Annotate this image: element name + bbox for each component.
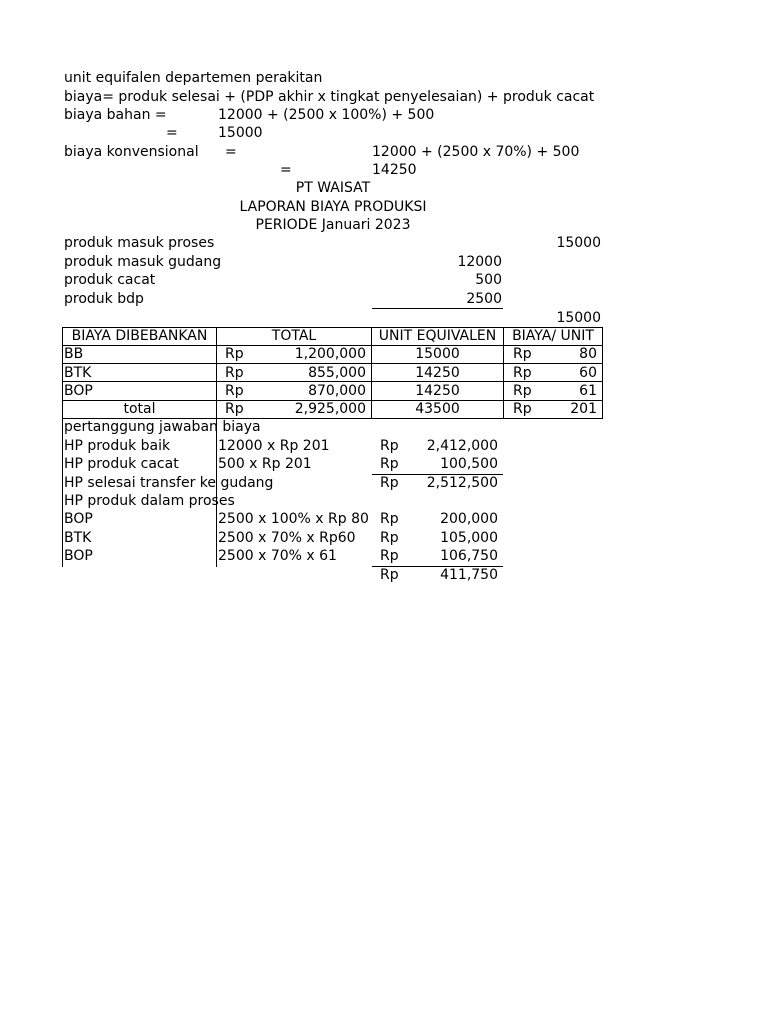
cacat-value: 500	[475, 272, 502, 288]
table-row-currency: Rp	[513, 401, 532, 417]
hp-cacat-calc: 500 x Rp 201	[218, 456, 312, 472]
hp-baik-currency: Rp	[380, 438, 399, 454]
table-row-total: 855,000	[308, 365, 366, 381]
konv-result: 14250	[372, 162, 417, 178]
bdp-value: 2500	[466, 291, 502, 307]
table-row-total: 2,925,000	[294, 401, 366, 417]
list-item-calc: 2500 x 100% x Rp 80	[218, 511, 369, 527]
konv-eq-sign-2: =	[280, 162, 292, 178]
bdp-label: produk bdp	[64, 291, 144, 307]
table-row-per-unit: 201	[570, 401, 597, 417]
konv-eq-sign: =	[225, 144, 237, 160]
dalam-proses-total-value: 411,750	[440, 567, 498, 583]
table-row-currency: Rp	[225, 365, 244, 381]
dalam-proses-label: HP produk dalam proses	[64, 493, 235, 509]
hp-cacat-label: HP produk cacat	[64, 456, 179, 472]
list-item-currency: Rp	[380, 530, 399, 546]
transfer-currency: Rp	[380, 475, 399, 491]
list-item-calc: 2500 x 70% x 61	[218, 548, 337, 564]
table-border	[602, 327, 603, 419]
report-period: PERIODE Januari 2023	[255, 217, 411, 233]
dalam-proses-total-currency: Rp	[380, 567, 399, 583]
col-header-biaya: BIAYA DIBEBANKAN	[71, 328, 208, 344]
col-header-total: TOTAL	[271, 328, 317, 344]
table-row-name: BTK	[64, 365, 92, 381]
konv-formula: 12000 + (2500 x 70%) + 500	[372, 144, 580, 160]
list-item-label: BTK	[64, 530, 92, 546]
hp-baik-label: HP produk baik	[64, 438, 171, 454]
list-item-label: BOP	[64, 511, 93, 527]
table-row-unit: 15000	[415, 346, 460, 362]
table-row-unit: 14250	[415, 383, 460, 399]
table-row-currency: Rp	[513, 346, 532, 362]
hp-baik-calc: 12000 x Rp 201	[218, 438, 330, 454]
masuk-gudang-label: produk masuk gudang	[64, 254, 222, 270]
table-row-currency: Rp	[513, 383, 532, 399]
table-row-unit: 43500	[415, 401, 460, 417]
table-row-currency: Rp	[513, 365, 532, 381]
masuk-gudang-value: 12000	[457, 254, 502, 270]
list-item-currency: Rp	[380, 511, 399, 527]
table-row-name: BOP	[64, 383, 93, 399]
list-item-label: BOP	[64, 548, 93, 564]
sum-underline	[372, 308, 503, 309]
transfer-label: HP selesai transfer ke gudang	[64, 475, 274, 491]
bahan-result: 15000	[218, 125, 263, 141]
column-border	[62, 419, 63, 567]
transfer-value: 2,512,500	[426, 475, 498, 491]
col-header-unit: UNIT EQUIVALEN	[378, 328, 497, 344]
hp-cacat-currency: Rp	[380, 456, 399, 472]
hp-cacat-value: 100,500	[440, 456, 498, 472]
table-row-name: BB	[64, 346, 84, 362]
table-row-per-unit: 61	[579, 383, 597, 399]
table-row-per-unit: 60	[579, 365, 597, 381]
intro-title: unit equifalen departemen perakitan	[64, 70, 323, 86]
list-item-value: 106,750	[440, 548, 498, 564]
table-row-total: 870,000	[308, 383, 366, 399]
hp-baik-value: 2,412,000	[426, 438, 498, 454]
cacat-label: produk cacat	[64, 272, 156, 288]
report-title: LAPORAN BIAYA PRODUKSI	[239, 199, 427, 215]
table-row-name: total	[123, 401, 156, 417]
table-row-currency: Rp	[225, 346, 244, 362]
list-item-value: 200,000	[440, 511, 498, 527]
list-item-value: 105,000	[440, 530, 498, 546]
list-item-currency: Rp	[380, 548, 399, 564]
bahan-eq-sign: =	[166, 125, 178, 141]
masuk-proses-value: 15000	[556, 235, 601, 251]
table-row-currency: Rp	[225, 383, 244, 399]
table-row-unit: 14250	[415, 365, 460, 381]
list-item-calc: 2500 x 70% x Rp60	[218, 530, 356, 546]
responsibility-title: pertanggung jawaban biaya	[64, 419, 261, 435]
intro-formula: biaya= produk selesai + (PDP akhir x tingkat penyelesaian) + produk cacat	[64, 89, 595, 105]
table-row-per-unit: 80	[579, 346, 597, 362]
konv-label: biaya konvensional	[64, 144, 199, 160]
bahan-formula: 12000 + (2500 x 100%) + 500	[218, 107, 435, 123]
bahan-label: biaya bahan =	[64, 107, 167, 123]
table-row-currency: Rp	[225, 401, 244, 417]
company-name: PT WAISAT	[295, 180, 371, 196]
col-header-biaya-unit: BIAYA/ UNIT	[512, 328, 594, 344]
flow-total-value: 15000	[556, 310, 601, 326]
masuk-proses-label: produk masuk proses	[64, 235, 215, 251]
table-row-total: 1,200,000	[294, 346, 366, 362]
